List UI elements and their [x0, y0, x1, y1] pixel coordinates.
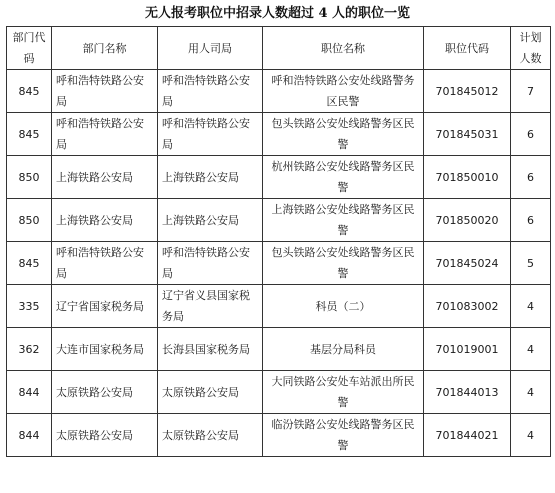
- cell-employer: 呼和浩特铁路公安局: [158, 113, 263, 156]
- cell-position-code: 701844021: [424, 414, 511, 457]
- cell-dept-code: 335: [7, 285, 52, 328]
- cell-quota: 4: [511, 285, 551, 328]
- table-row: [7, 371, 551, 414]
- cell-dept-name: 呼和浩特铁路公安局: [52, 70, 158, 113]
- cell-quota: 4: [511, 328, 551, 371]
- cell-dept-name: 大连市国家税务局: [52, 328, 158, 371]
- cell-employer: 上海铁路公安局: [158, 156, 263, 199]
- header-position-code: 职位代码: [424, 27, 511, 70]
- cell-employer: 呼和浩特铁路公安局: [158, 70, 263, 113]
- cell-position: 基层分局科员: [263, 328, 424, 371]
- cell-quota: 4: [511, 414, 551, 457]
- cell-quota: 6: [511, 156, 551, 199]
- cell-employer: 辽宁省义县国家税务局: [158, 285, 263, 328]
- table-row: [7, 199, 551, 242]
- cell-position: 包头铁路公安处线路警务区民警: [263, 113, 424, 156]
- cell-dept-code: 844: [7, 414, 52, 457]
- cell-position-code: 701083002: [424, 285, 511, 328]
- cell-employer: 上海铁路公安局: [158, 199, 263, 242]
- cell-dept-code: 845: [7, 113, 52, 156]
- cell-position-code: 701019001: [424, 328, 511, 371]
- cell-dept-name: 太原铁路公安局: [52, 371, 158, 414]
- table-row: [7, 242, 551, 285]
- cell-dept-code: 850: [7, 199, 52, 242]
- cell-dept-name: 呼和浩特铁路公安局: [52, 242, 158, 285]
- header-employer: 用人司局: [158, 27, 263, 70]
- table-row: [7, 113, 551, 156]
- cell-quota: 4: [511, 371, 551, 414]
- header-quota: 计划人数: [511, 27, 551, 70]
- cell-dept-code: 844: [7, 371, 52, 414]
- cell-dept-code: 845: [7, 70, 52, 113]
- cell-position-code: 701850010: [424, 156, 511, 199]
- table-row: [7, 70, 551, 113]
- cell-position: 临汾铁路公安处线路警务区民警: [263, 414, 424, 457]
- cell-dept-name: 呼和浩特铁路公安局: [52, 113, 158, 156]
- table-row: [7, 328, 551, 371]
- cell-quota: 7: [511, 70, 551, 113]
- page-title: 无人报考职位中招录人数超过 4 人的职位一览: [144, 6, 411, 21]
- cell-position-code: 701845012: [424, 70, 511, 113]
- header-position: 职位名称: [263, 27, 424, 70]
- table-header-row: [7, 27, 551, 70]
- cell-position: 大同铁路公安处车站派出所民警: [263, 371, 424, 414]
- cell-position-code: 701844013: [424, 371, 511, 414]
- positions-table: [6, 26, 551, 457]
- cell-position-code: 701845031: [424, 113, 511, 156]
- cell-position: 杭州铁路公安处线路警务区民警: [263, 156, 424, 199]
- cell-dept-name: 上海铁路公安局: [52, 199, 158, 242]
- cell-employer: 太原铁路公安局: [158, 414, 263, 457]
- table-row: [7, 414, 551, 457]
- cell-quota: 6: [511, 113, 551, 156]
- table-row: [7, 156, 551, 199]
- cell-employer: 太原铁路公安局: [158, 371, 263, 414]
- cell-employer: 长海县国家税务局: [158, 328, 263, 371]
- cell-position: 科员（二）: [263, 285, 424, 328]
- cell-position-code: 701850020: [424, 199, 511, 242]
- cell-dept-name: 太原铁路公安局: [52, 414, 158, 457]
- cell-dept-code: 362: [7, 328, 52, 371]
- cell-dept-name: 上海铁路公安局: [52, 156, 158, 199]
- cell-quota: 6: [511, 199, 551, 242]
- cell-position-code: 701845024: [424, 242, 511, 285]
- cell-position: 上海铁路公安处线路警务区民警: [263, 199, 424, 242]
- cell-employer: 呼和浩特铁路公安局: [158, 242, 263, 285]
- cell-dept-code: 845: [7, 242, 52, 285]
- header-dept-name: 部门名称: [52, 27, 158, 70]
- header-dept-code: 部门代码: [7, 27, 52, 70]
- cell-position: 包头铁路公安处线路警务区民警: [263, 242, 424, 285]
- cell-position: 呼和浩特铁路公安处线路警务区民警: [263, 70, 424, 113]
- cell-dept-name: 辽宁省国家税务局: [52, 285, 158, 328]
- cell-quota: 5: [511, 242, 551, 285]
- table-row: [7, 285, 551, 328]
- cell-dept-code: 850: [7, 156, 52, 199]
